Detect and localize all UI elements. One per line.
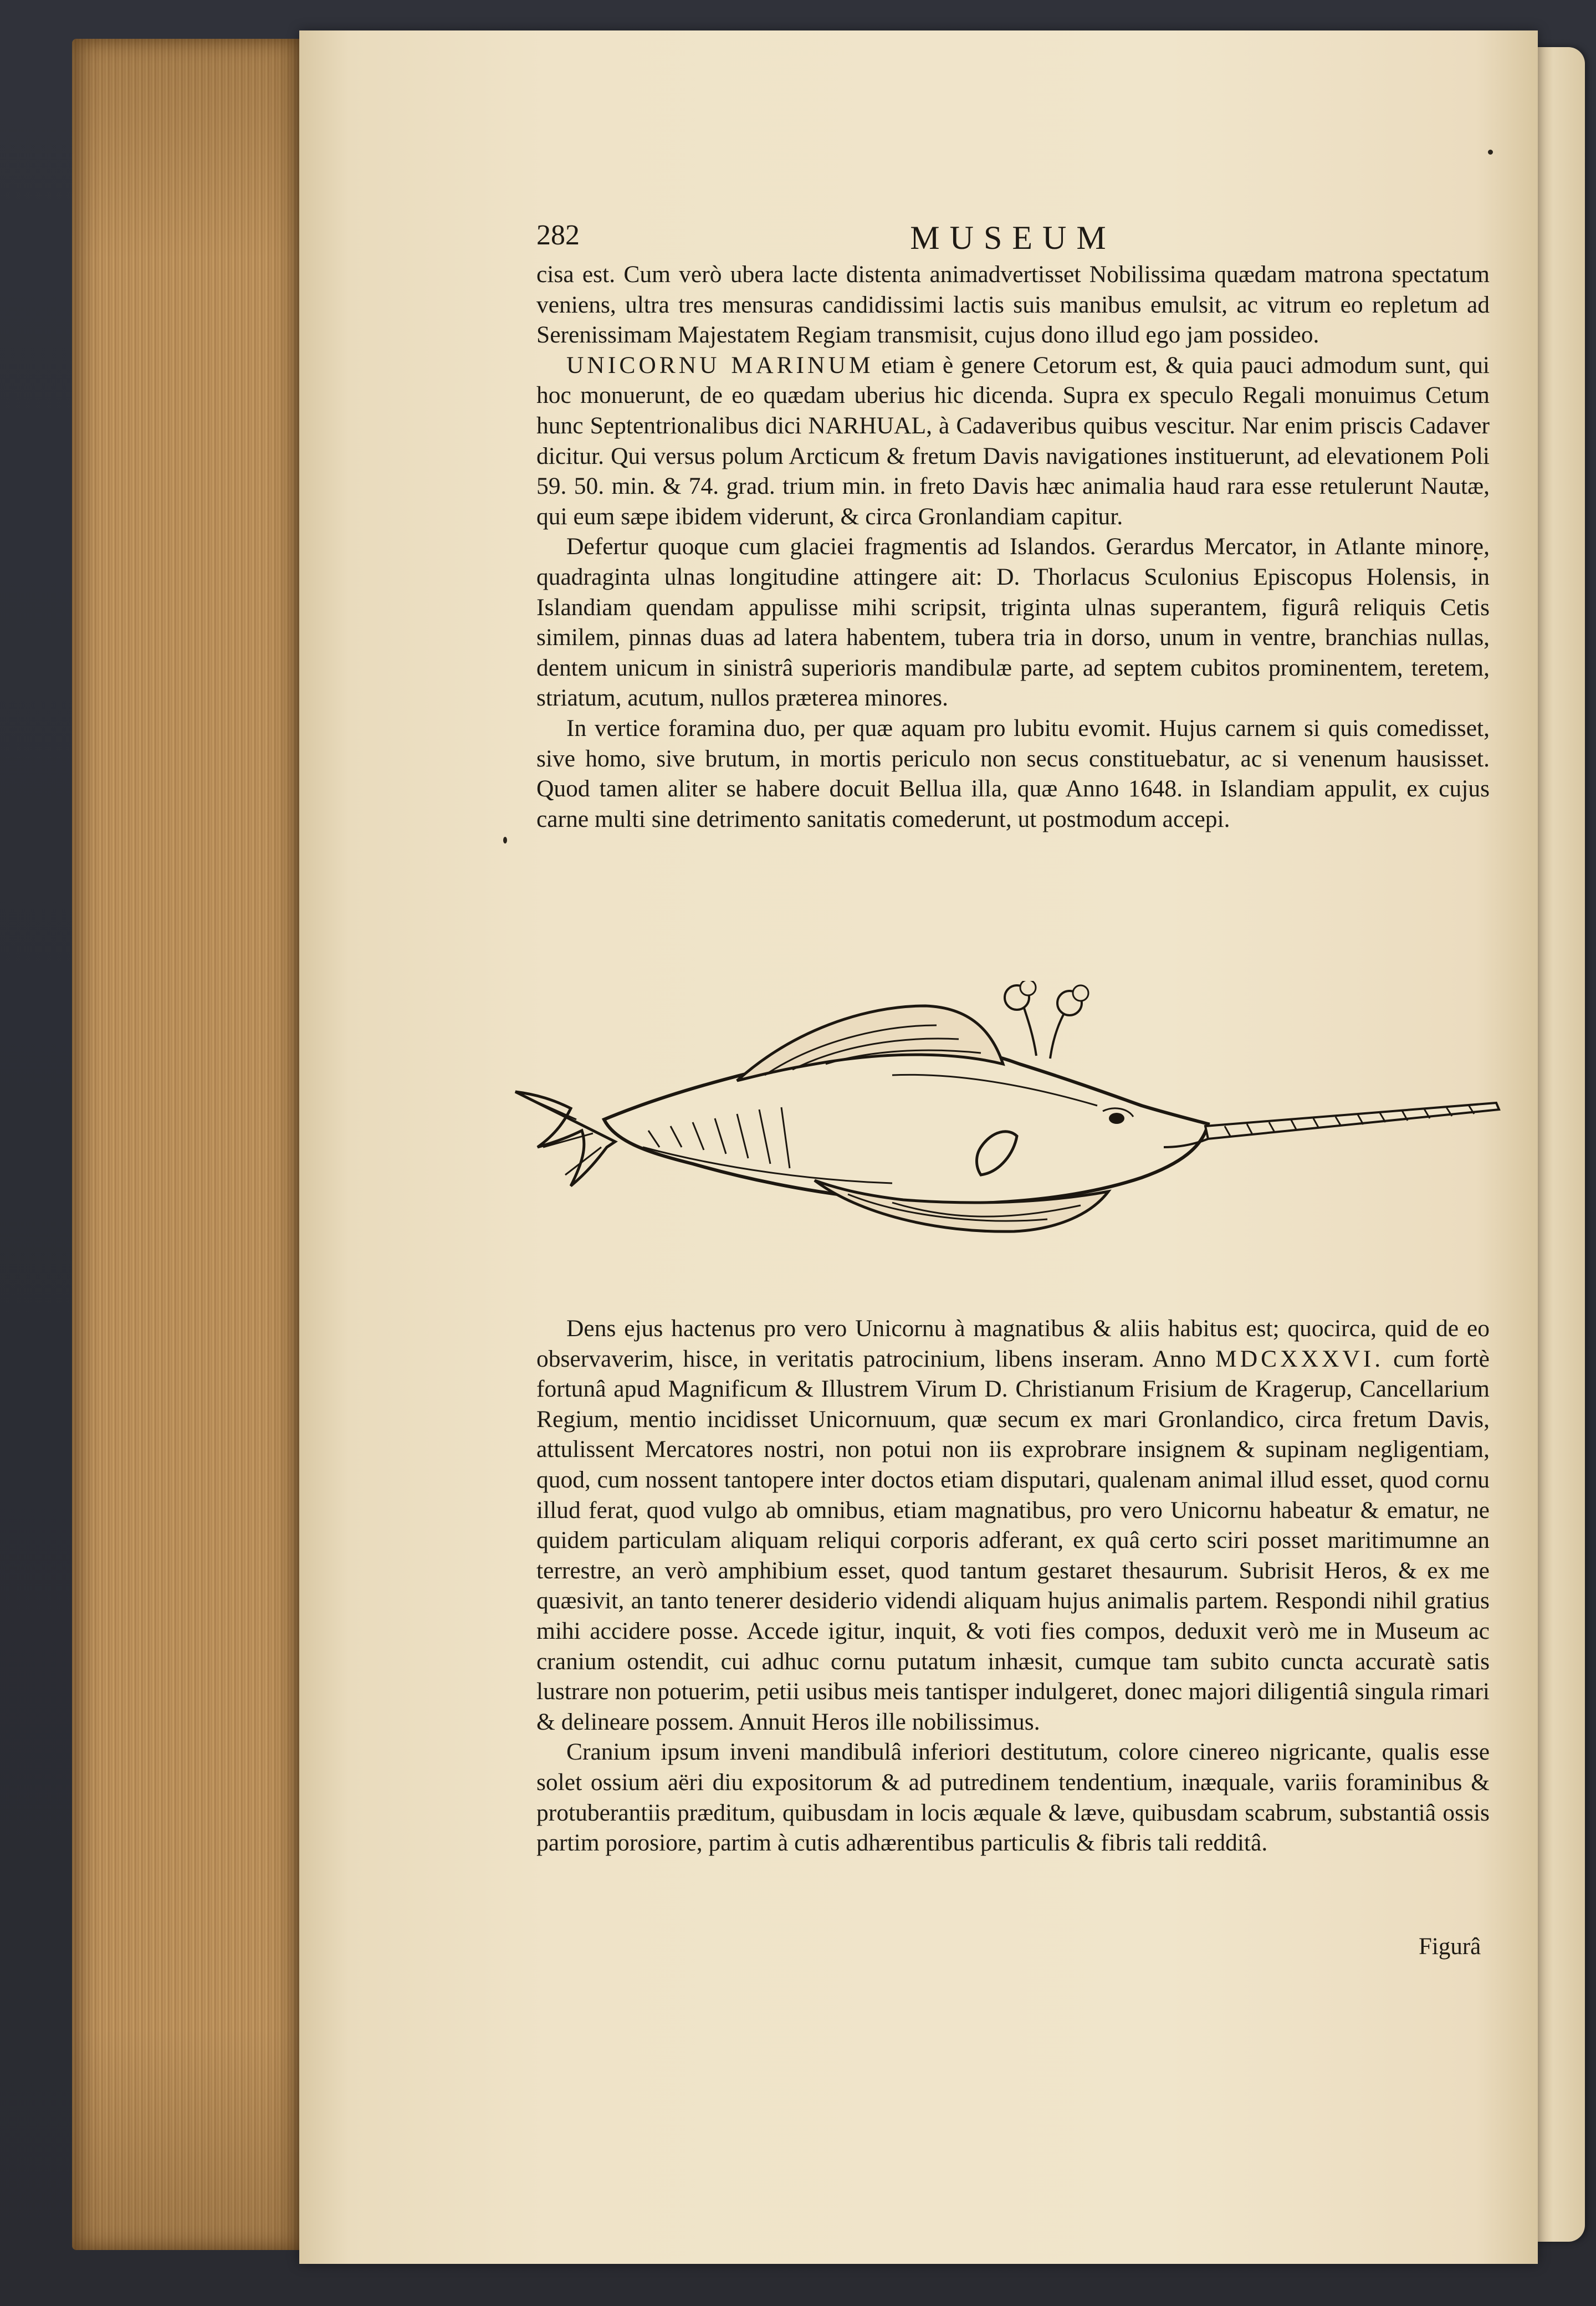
catchword: Figurâ (1419, 1934, 1481, 1960)
paragraph-1: cisa est. Cum verò ubera lacte distenta animadvertisset Nobilissima quædam matrona spectatum veniens, ultra tres mensuras candidissimi lactis suis manibus emulsit, ac vitrum eo repletum ad Serenissimam Majestatem Regiam transmisit, cujus dono illud ego jam possideo. (536, 261, 1490, 349)
year-roman: MDCXXXVI. (1215, 1345, 1384, 1372)
paragraph-6: Cranium ipsum inveni mandibulâ inferiori destitutum, colore cinereo nigricante, qualis esse solet ossium aëri diu expositorum & ad putredinem tendentium, inæquale, variis foraminibus & protuberantiis præditum, quibusdam in locis æquale & læve, quibusdam scabrum, substantiâ ossis partim porosiore, partim à cutis adhærentibus particulis & fibris tali redditâ. (536, 1739, 1490, 1857)
text-block-top (536, 259, 1490, 834)
paragraph-5-text: Dens ejus hactenus pro vero Unicornu à magnatibus & aliis habitus est; quocirca, quid de eo observaverim, hisce, in veritatis patrocinium, libens inseram. Anno (536, 1315, 1490, 1372)
page-number: 282 (536, 219, 580, 251)
narwhal-woodcut (504, 981, 1524, 1269)
running-header (536, 219, 1490, 258)
lead-words-unicornu: UNICORNU MARINUM (566, 351, 874, 379)
paragraph-5-rest: cum fortè fortunâ apud Magnificum & Illustrem Virum D. Christianum Frisium de Kragerup, Cancellarium Regium, mentio incidisset Unicornuum, quæ secum ex mari Gronlandico, circa fretum Davis, attulissent Mercatores nostri, non potui non iis exprobrare insignem & supinam negligentiam, quod, cum nossent tantopere inter doctos etiam disputari, qualenam animal illud esset, quod cornu illud ferat, quod vulgo ab omnibus, etiam magnatibus, pro vero Unicornu habeatur & ematur, ne quidem particulam aliquam reliqui corporis adferant, ex quâ certo sciri posset maritimumne an terrestre, an verò amphibium esset, quod tantum gestaret thesaurum. Subrisit Heros, & ex me quæsivit, an tanto tenerer desiderio videndi aliquam hujus animalis partem. Respondi nihil gratius mihi accidere posse. Accede igitur, inquit, & voti fies compos, deduxit verò me in Museum ac cranium ostendit, cui adhuc cornu putatum inhæsit, cumque tam subito cuncta accuratè satis lustrare non potuerim, petii usibus meis tantisper indulgeret, donec majori diligentiâ singula rimari & delineare possem. Annuit Heros ille nobilissimus. (536, 1345, 1490, 1735)
text-block-bottom (536, 1313, 1490, 1858)
book-fore-edge (72, 39, 305, 2250)
facing-page-edge (1532, 47, 1585, 2242)
paragraph-3: Defertur quoque cum glaciei fragmentis ad Islandos. Gerardus Mercator, in Atlante minore, quadraginta ulnas longitudine attingere ait: D. Thorlacus Sculonius Episcopus Holensis, in Islandiam quendam appulisse mihi scripsit, triginta ulnas superantem, figurâ reliquis Cetis similem, pinnas duas ad latera habentem, tubera tria in dorso, unum in ventre, branchias nullas, dentem unicum in sinistrâ superioris mandibulæ parte, ad septem cubitos prominentem, teretem, striatum, acutum, nullos præterea minores. (536, 533, 1490, 712)
running-title: MUSEUM (910, 219, 1116, 256)
paragraph-5 (536, 1313, 1490, 1737)
paragraph-2 (536, 350, 1490, 532)
paragraph-4: In vertice foramina duo, per quæ aquam pro lubitu evomit. Hujus carnem si quis comedisset, sive homo, sive brutum, in mortis periculo non secus constituebatur, ac si venenum hausisset. Quod tamen aliter se habere docuit Bellua illa, quæ Anno 1648. in Islandiam appulit, ex cujus carne multi sine detrimento sanitatis comederunt, ut postmodum accepi. (536, 714, 1490, 832)
paragraph-2-text: etiam è genere Cetorum est, & quia pauci admodum sunt, qui hoc monuerunt, de eo quædam uberius hic dicenda. Supra ex speculo Regali monuimus Cetum hunc Septentrionalibus dici NARHUAL, à Cadaveribus quibus vescitur. Nar enim priscis Cadaver dicitur. Qui versus polum Arcticum & fretum Davis navigationes instituerunt, ad elevationem Poli 59. 50. min. & 74. grad. trium min. in freto Davis hæc animalia haud rara esse retulerunt Nautæ, qui eum sæpe ibidem viderunt, & circa Gronlandiam capitur. (536, 351, 1490, 530)
